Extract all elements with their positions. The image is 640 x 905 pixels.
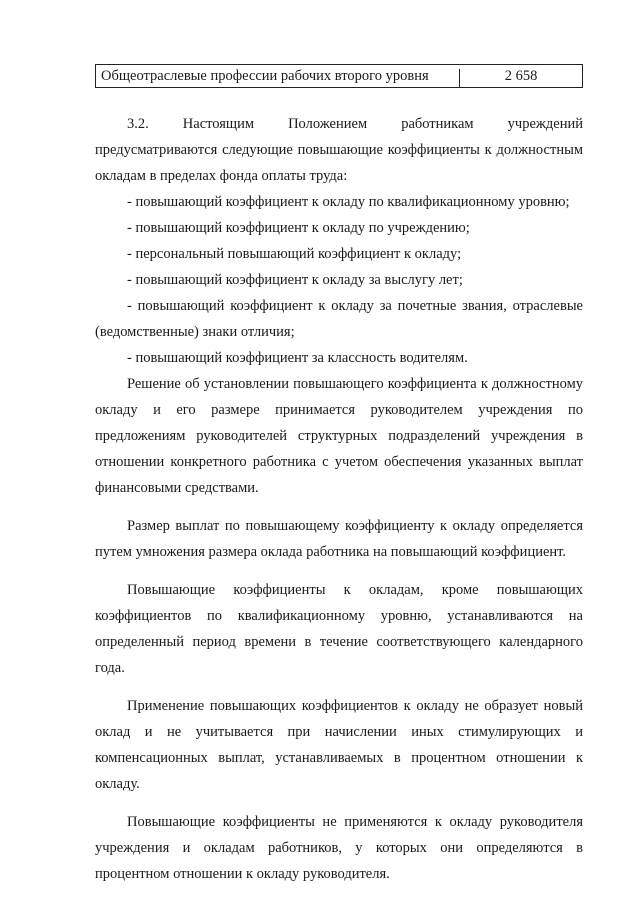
paragraph: Повышающие коэффициенты не применяются к окладу руководителя учреждения и окладам работников, у которых они определяются в процентном отношении к окладу руководителя. [95, 814, 583, 882]
list-item: - повышающий коэффициент за классность водителям. [127, 350, 468, 366]
section-word: Настоящим [182, 116, 255, 132]
list-item: - повышающий коэффициент к окладу по учреждению; [127, 220, 470, 236]
document-header [95, 64, 583, 88]
header-title: Общеотраслевые профессии рабочих второго уровня [101, 67, 429, 84]
section-intro: предусматриваются следующие повышающие коэффициенты к должностным окладам в пределах фонда оплаты труда: [95, 142, 583, 184]
paragraph: Решение об установлении повышающего коэффициента к должностному окладу и его размере принимается руководителем учреждения по предложениям руководителей структурных подразделений учреждения в отношении конкретного работника с учетом обеспечения указанных выплат финансовыми средствами. [95, 376, 583, 496]
section-word: Положением [288, 116, 368, 132]
list-item: - повышающий коэффициент к окладу за выслугу лет; [127, 272, 463, 288]
section-word: работникам [401, 116, 474, 132]
section-first-line [95, 111, 583, 137]
document-body [95, 111, 583, 887]
list-item: - повышающий коэффициент к окладу по квалификационному уровню; [127, 194, 570, 210]
section-number: 3.2. [127, 116, 149, 132]
paragraph: Размер выплат по повышающему коэффициенту к окладу определяется путем умножения размера оклада работника на повышающий коэффициент. [95, 518, 583, 560]
paragraph: Применение повышающих коэффициентов к окладу не образует новый оклад и не учитывается при начислении иных стимулирующих и компенсационных выплат, устанавливаемых в процентном отношении к окладу. [95, 698, 583, 792]
paragraph: Повышающие коэффициенты к окладам, кроме повышающих коэффициентов по квалификационному уровню, устанавливаются на определенный период времени в течение соответствующего календарного года. [95, 582, 583, 676]
list-item: - повышающий коэффициент к окладу за почетные звания, отраслевые (ведомственные) знаки отличия; [95, 298, 583, 340]
list-item: - персональный повышающий коэффициент к окладу; [127, 246, 462, 262]
section-word: учреждений [507, 116, 583, 132]
header-number: 2 658 [504, 67, 538, 84]
